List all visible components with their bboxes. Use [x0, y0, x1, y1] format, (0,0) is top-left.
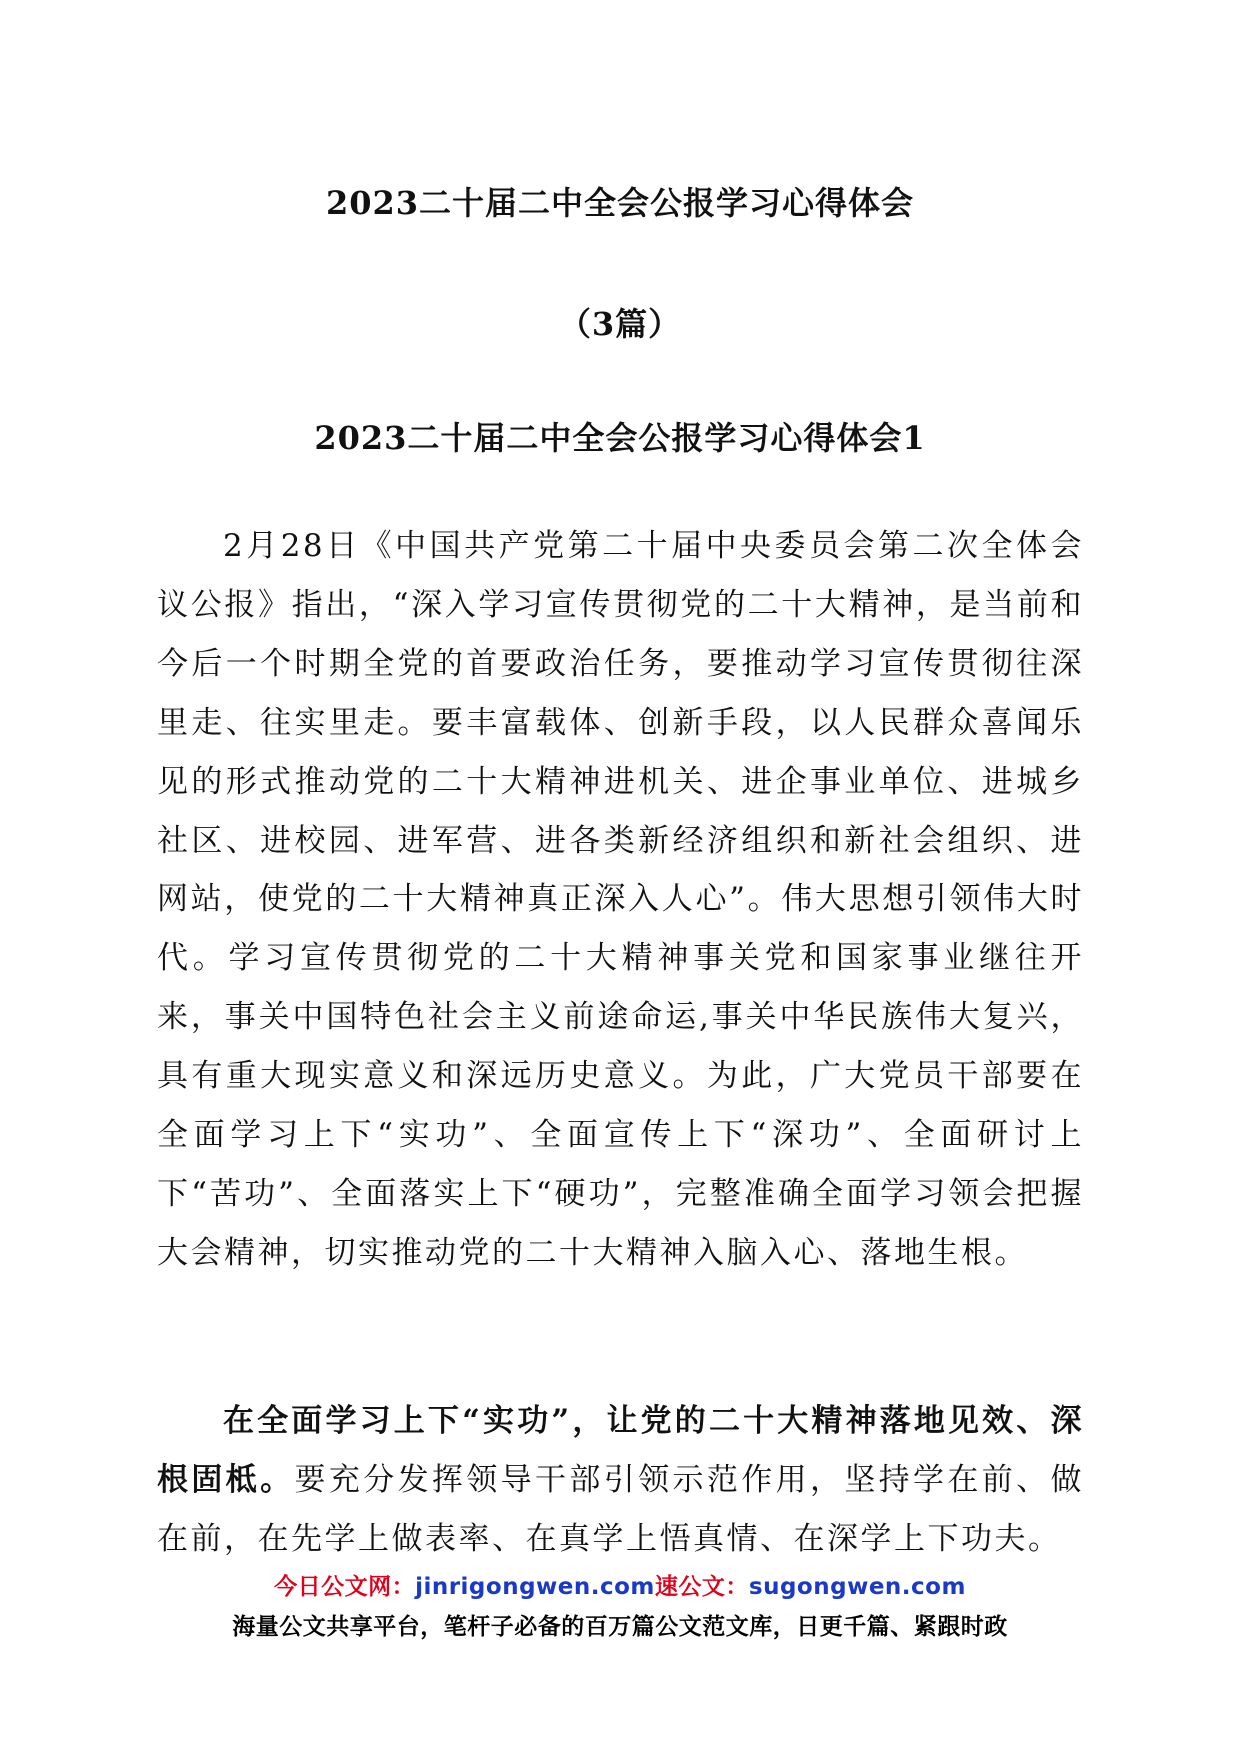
document-title: 2023二十届二中全会公报学习心得体会	[325, 184, 915, 222]
site2-label: 速公文：	[654, 1574, 749, 1600]
site1-label: 今日公文网：	[274, 1574, 416, 1600]
paragraph-2	[157, 1392, 1084, 1569]
document-article-count: （3篇）	[558, 305, 682, 343]
paragraph-2-lead: 在全面学习上下“实功”，让党的二十大精神落地见效、深根固柢。	[157, 1403, 1084, 1498]
site2-link[interactable]: sugongwen.com	[748, 1574, 966, 1600]
paragraph-2-rest: 要充分发挥领导干部引领示范作用，坚持学在前、做在前，在先学上做表率、在真学上悟真情、在深学上下功夫。	[157, 1461, 1085, 1557]
paragraph-1: 2月28日《中国共产党第二十届中央委员会第二次全体会议公报》指出，“深入学习宣传贯彻党的二十大精神，是当前和今后一个时期全党的首要政治任务，要推动学习宣传贯彻往深里走、往实里走。要丰富载体、创新手段，以人民群众喜闻乐见的形式推动党的二十大精神进机关、进企事业单位、进城乡社区、进校园、进军营、进各类新经济组织和新社会组织、进网站，使党的二十大精神真正深入人心”。伟大思想引领伟大时代。学习宣传贯彻党的二十大精神事关党和国家事业继往开来，事关中国特色社会主义前途命运,事关中华民族伟大复兴，具有重大现实意义和深远历史意义。为此，广大党员干部要在全面学习上下“实功”、全面宣传上下“深功”、全面研讨上下“苦功”、全面落实上下“硬功”，完整准确全面学习领会把握大会精神，切实推动党的二十大精神入脑入心、落地生根。	[157, 528, 1084, 1271]
article-title: 2023二十届二中全会公报学习心得体会1	[314, 419, 926, 457]
footer-links	[0, 1572, 1240, 1602]
footer-slogan: 海量公文共享平台，笔杆子必备的百万篇公文范文库，日更千篇、紧跟时政	[232, 1614, 1008, 1640]
site1-link[interactable]: jinrigongwen.com	[415, 1574, 655, 1600]
